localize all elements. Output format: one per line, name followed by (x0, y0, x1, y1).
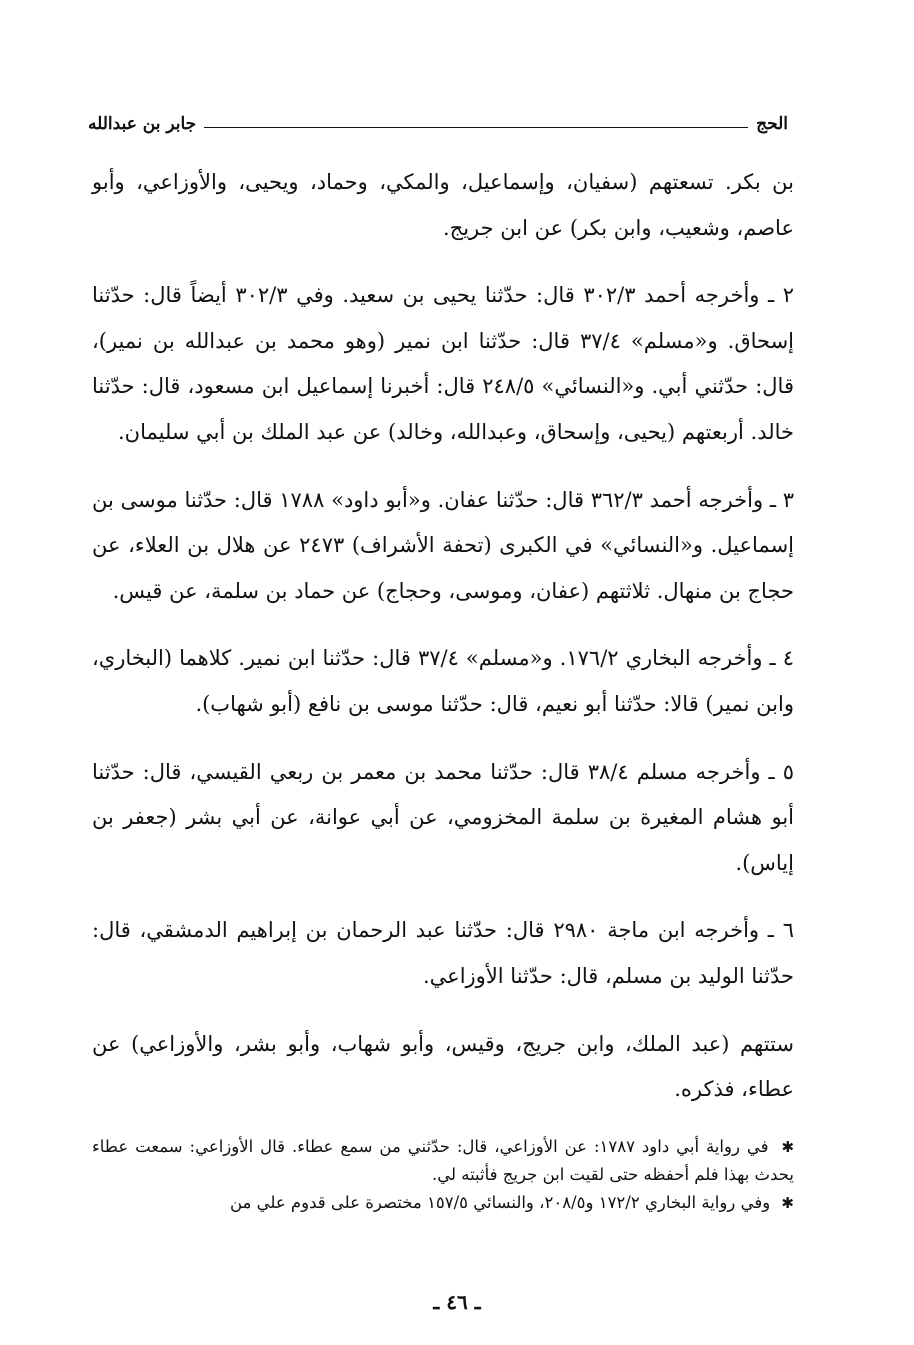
paragraph: ستتهم (عبد الملك، وابن جريج، وقيس، وأبو شهاب، وأبو بشر، والأوزاعي) عن عطاء، فذكره. (92, 1031, 794, 1102)
paragraph: ٢ ـ وأخرجه أحمد ٣٠٢/٣ قال: حدّثنا يحيى بن سعيد. وفي ٣٠٢/٣ أيضاً قال: حدّثنا إسحاق. و«مسلم» ٣٧/٤ قال: حدّثنا ابن نمير (وهو محمد بن عبدالله بن نمير)، قال: حدّثني أبي. و«النسائي» ٢٤٨/٥ قال: أخبرنا إسماعيل ابن مسعود، قال: حدّثنا خالد. أربعتهم (يحيى، وإسحاق، وعبدالله، وخالد) عن عبد الملك بن أبي سليمان. (92, 283, 794, 444)
paragraph: ٤ ـ وأخرجه البخاري ١٧٦/٢. و«مسلم» ٣٧/٤ قال: حدّثنا ابن نمير. كلاهما (البخاري، وابن نمير) قالا: حدّثنا أبو نعيم، قال: حدّثنا موسى بن نافع (أبو شهاب). (92, 646, 794, 716)
footnote-text: في رواية أبي داود ١٧٨٧: عن الأوزاعي، قال: حدّثني من سمع عطاء. قال الأوزاعي: سمعت عطاء يحدث بهذا فلم أحفظه حتى لقيت ابن جريج فأثبته لي. (92, 1137, 794, 1184)
header-section-title: جابر بن عبدالله (88, 114, 197, 134)
paragraph: ٦ ـ وأخرجه ابن ماجة ٢٩٨٠ قال: حدّثنا عبد الرحمان بن إبراهيم الدمشقي، قال: حدّثنا الوليد بن مسلم، قال: حدّثنا الأوزاعي. (92, 918, 794, 988)
paragraph: بن بكر. تسعتهم (سفيان، وإسماعيل، والمكي، وحماد، ويحيى، والأوزاعي، وأبو عاصم، وشعيب، وابن بكر) عن ابن جريج. (92, 170, 794, 240)
running-header (88, 112, 788, 136)
footnote-marker: ✱ (781, 1138, 795, 1156)
footnote-text: وفي رواية البخاري ١٧٢/٢ و٢٠٨/٥، والنسائي ١٥٧/٥ مختصرة على قدوم علي من (229, 1193, 771, 1212)
main-text (92, 160, 794, 1135)
footnotes (92, 1133, 794, 1217)
footnote (92, 1189, 794, 1217)
paragraph: ٣ ـ وأخرجه أحمد ٣٦٢/٣ قال: حدّثنا عفان. و«أبو داود» ١٧٨٨ قال: حدّثنا موسى بن إسماعيل. و«النسائي» في الكبرى (تحفة الأشراف) ٢٤٧٣ عن هلال بن العلاء، عن حجاج بن منهال. ثلاثتهم (عفان، وموسى، وحجاج) عن حماد بن سلمة، عن قيس. (92, 487, 794, 603)
footnote-marker: ✱ (781, 1194, 794, 1212)
header-chapter-title: الحج (756, 114, 788, 134)
header-rule (204, 127, 748, 128)
page-number: ـ ٤٦ ـ (433, 1290, 481, 1314)
footnote (92, 1133, 794, 1189)
paragraph: ٥ ـ وأخرجه مسلم ٣٨/٤ قال: حدّثنا محمد بن معمر بن ربعي القيسي، قال: حدّثنا أبو هشام المغيرة بن سلمة المخزومي، عن أبي عوانة، عن أبي بشر (جعفر بن إياس). (92, 759, 794, 875)
